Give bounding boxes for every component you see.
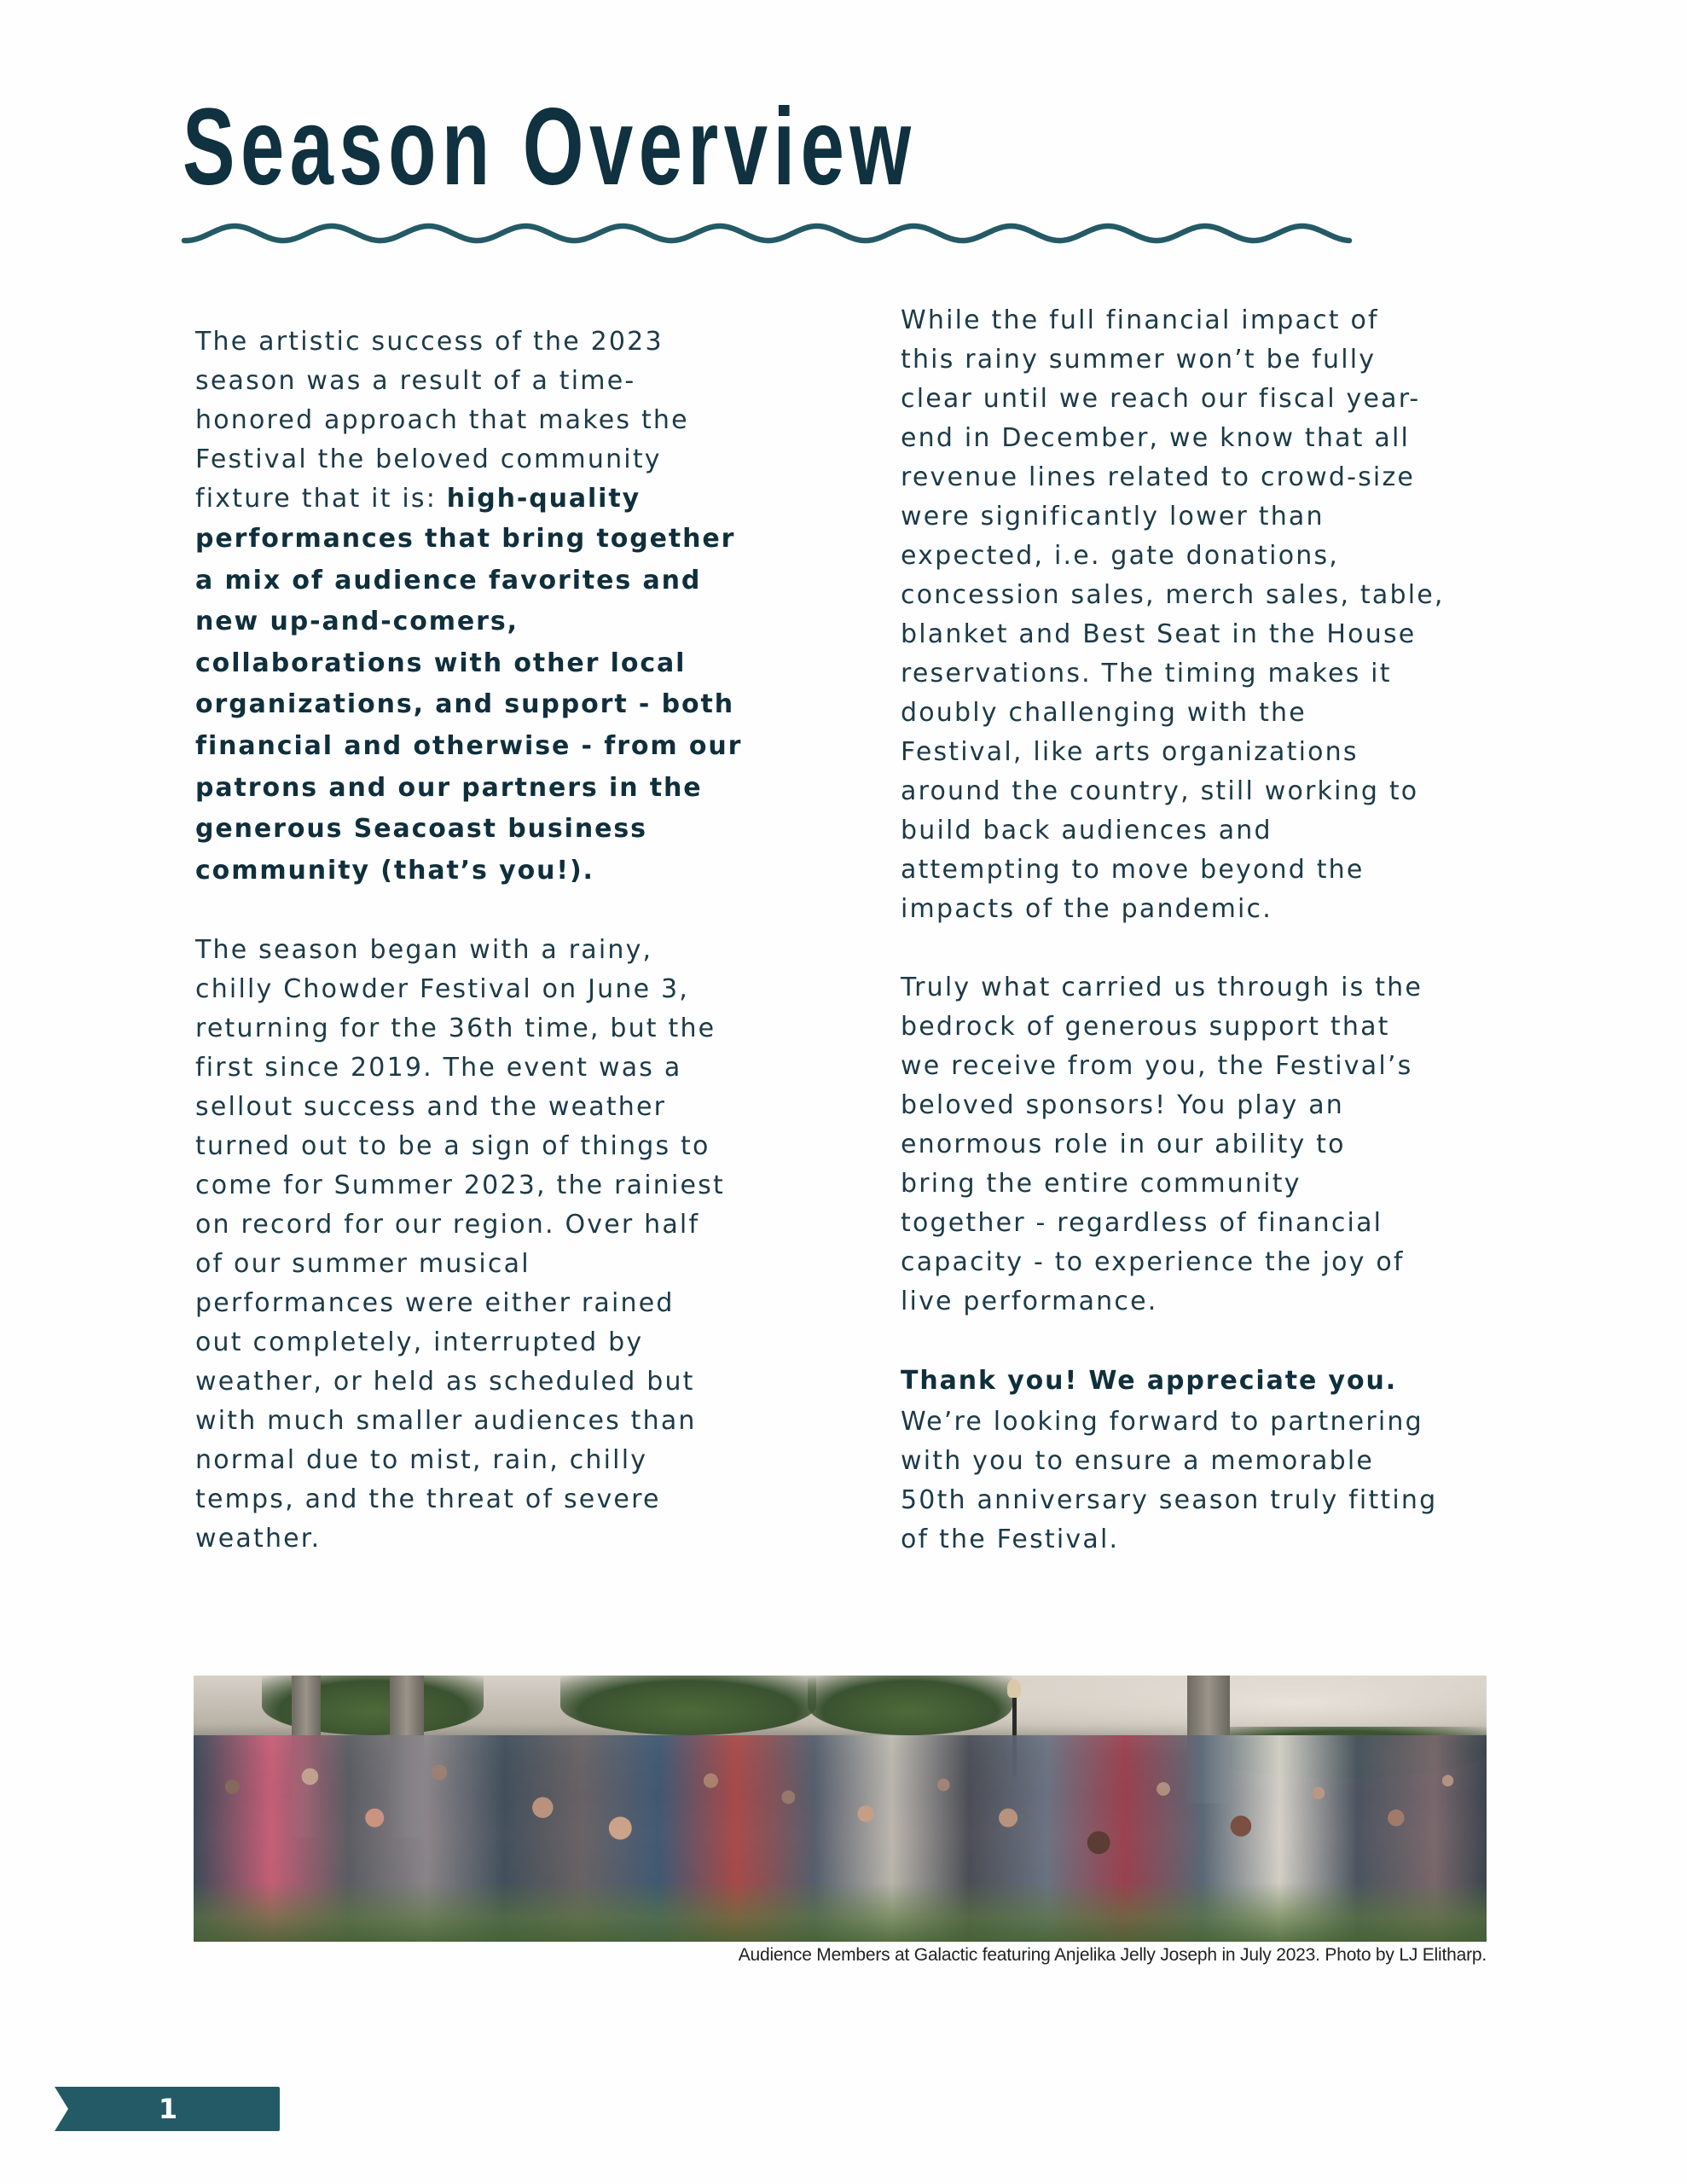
text-line: this rainy summer won’t be fully	[901, 345, 1377, 375]
text-line: of our summer musical	[195, 1249, 530, 1280]
text-line: returning for the 36th time, but the	[195, 1014, 716, 1044]
grass	[194, 1882, 1487, 1942]
intro-paragraph	[195, 322, 861, 892]
text-line: turned out to be a sign of things to	[195, 1131, 710, 1162]
season-paragraph	[195, 931, 861, 1559]
bold-text-run: high-quality	[446, 484, 641, 514]
text-line: first since 2019. The event was a	[195, 1053, 682, 1083]
paragraph-gap	[901, 929, 1566, 968]
bold-text-line: generous Seacoast business	[195, 814, 647, 845]
text-line: Festival, like arts organizations	[901, 737, 1359, 767]
text-line: live performance.	[901, 1287, 1158, 1316]
text-line: capacity - to experience the joy of	[901, 1247, 1405, 1277]
text-line: honored approach that makes the	[195, 405, 689, 435]
bold-text-line: financial and otherwise - from our	[195, 730, 743, 761]
wave-line	[184, 226, 1349, 241]
text-line: temps, and the threat of severe	[195, 1484, 661, 1515]
text-line: come for Summer 2023, the rainiest	[195, 1170, 725, 1201]
text-line: with much smaller audiences than	[195, 1406, 697, 1437]
thank-you-heading: Thank you! We appreciate you.	[901, 1366, 1398, 1396]
text-line: we receive from you, the Festival’s	[901, 1051, 1413, 1081]
text-line: weather, or held as scheduled but	[195, 1367, 695, 1397]
page-title: Season Overview	[183, 86, 917, 208]
text-line: doubly challenging with the	[901, 698, 1307, 728]
bold-text-line: collaborations with other local	[195, 648, 687, 678]
text-line: beloved sponsors! You play an	[901, 1090, 1345, 1120]
bold-text-line: organizations, and support - both	[195, 689, 735, 720]
text-line: enormous role in our ability to	[901, 1130, 1346, 1159]
text-line: clear until we reach our fiscal year-	[901, 384, 1421, 414]
text-line: were significantly lower than	[901, 502, 1325, 531]
text-line: The artistic success of the 2023	[195, 327, 664, 357]
text-line: 50th anniversary season truly fitting	[901, 1484, 1438, 1515]
text-line: on record for our region. Over half	[195, 1210, 700, 1240]
financial-paragraph	[901, 301, 1566, 929]
support-paragraph	[901, 968, 1566, 1321]
bold-text-line: new up-and-comers,	[195, 607, 519, 637]
right-column	[901, 301, 1566, 1560]
tree-canopy	[808, 1676, 1012, 1735]
bold-text-line: a mix of audience favorites and	[195, 565, 702, 595]
text-line: season was a result of a time-	[195, 366, 636, 396]
text-line: normal due to mist, rain, chilly	[195, 1445, 648, 1476]
text-line: Truly what carried us through is the	[901, 973, 1423, 1002]
bold-text-line: community (that’s you!).	[195, 855, 594, 886]
text-line: revenue lines related to crowd-size	[901, 462, 1416, 492]
text-line: with you to ensure a memorable	[901, 1445, 1375, 1476]
text-line: out completely, interrupted by	[195, 1327, 644, 1358]
text-line: reservations. The timing makes it	[901, 659, 1392, 688]
thank-you-body	[901, 1403, 1566, 1560]
text-line: chilly Chowder Festival on June 3,	[195, 974, 690, 1005]
text-line: attempting to move beyond the	[901, 855, 1365, 885]
text-line: build back audiences and	[901, 816, 1272, 845]
text-line: together - regardless of financial	[901, 1208, 1383, 1238]
text-line: bring the entire community	[901, 1169, 1301, 1199]
text-line: weather.	[195, 1524, 322, 1554]
text-line: bedrock of generous support that	[901, 1012, 1390, 1042]
paragraph-gap	[901, 1321, 1566, 1361]
wave-divider	[179, 213, 1356, 253]
text-line: sellout success and the weather	[195, 1092, 667, 1123]
text-line: Festival the beloved community	[195, 444, 662, 474]
text-line: While the full financial impact of	[901, 305, 1379, 335]
page-number-badge	[55, 2087, 280, 2131]
bold-text-line: patrons and our partners in the	[195, 772, 703, 803]
tree-canopy	[560, 1676, 816, 1735]
text-line: around the country, still working to	[901, 776, 1419, 806]
text-line: We’re looking forward to partnering	[901, 1406, 1423, 1437]
text-line: end in December, we know that all	[901, 423, 1411, 453]
bold-text-line: performances that bring together	[195, 524, 736, 554]
text-line: expected, i.e. gate donations,	[901, 541, 1340, 571]
text-line: concession sales, merch sales, table,	[901, 580, 1445, 610]
photo-caption: Audience Members at Galactic featuring Anjelika Jelly Joseph in July 2023. Photo by LJ Elitharp.	[738, 1945, 1487, 1965]
text-line: blanket and Best Seat in the House	[901, 619, 1417, 649]
page-number: 1	[158, 2093, 178, 2125]
left-column	[195, 322, 861, 1559]
text-line-mixed	[195, 479, 861, 519]
thank-you-paragraph	[901, 1361, 1566, 1560]
paragraph-gap	[195, 892, 861, 931]
audience-photo	[194, 1676, 1487, 1942]
text-run: fixture that it is:	[195, 484, 447, 514]
text-line: performances were either rained	[195, 1288, 675, 1319]
text-line: of the Festival.	[901, 1524, 1120, 1554]
text-line: The season began with a rainy,	[195, 935, 653, 966]
text-line: impacts of the pandemic.	[901, 894, 1272, 924]
